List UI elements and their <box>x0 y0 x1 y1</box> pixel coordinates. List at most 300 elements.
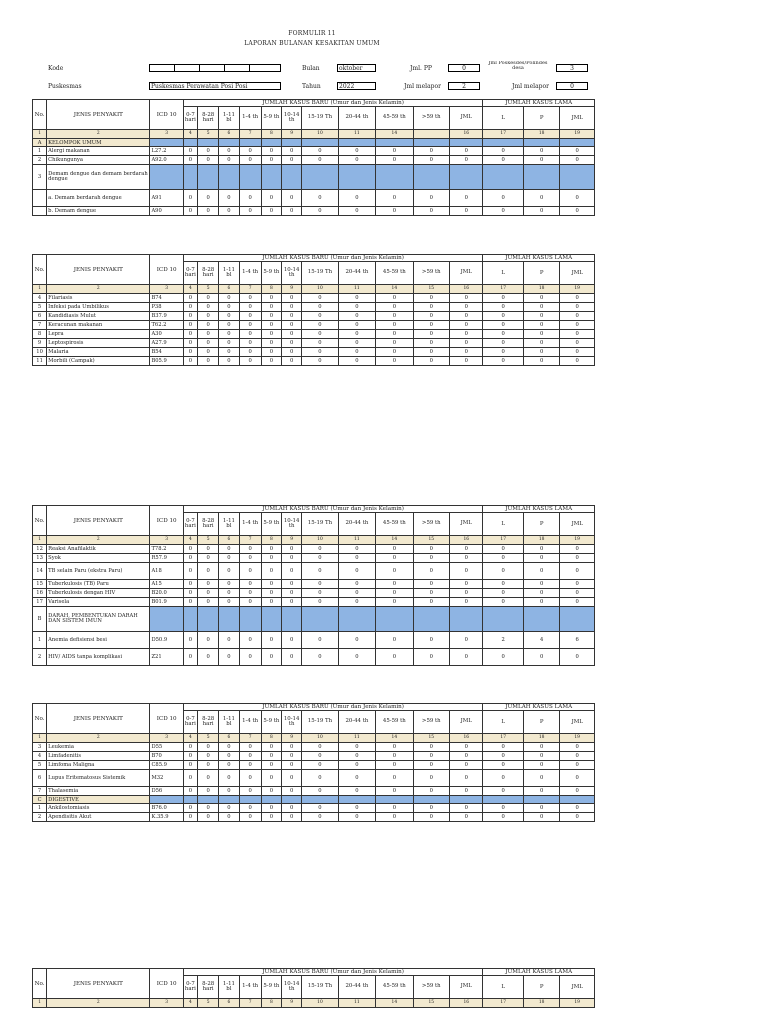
count-cell: 0 <box>413 303 449 312</box>
col-number: 17 <box>483 536 523 545</box>
empty-cell <box>198 139 219 147</box>
count-cell: 0 <box>523 554 559 563</box>
col-icd-header: ICD 10 <box>150 255 183 285</box>
count-cell: 0 <box>183 357 197 366</box>
count-cell: 0 <box>198 545 219 554</box>
col-age-header: 20-44 th <box>338 711 375 734</box>
group-kasus-lama: JUMLAH KASUS LAMA <box>483 969 595 976</box>
count-cell: 0 <box>450 580 483 589</box>
col-jenis-header: JENIS PENYAKIT <box>47 506 150 536</box>
count-cell: 0 <box>483 554 523 563</box>
count-cell: 0 <box>302 348 338 357</box>
disease-row <box>33 804 595 813</box>
count-cell: 0 <box>198 190 219 207</box>
jml-melapor-label: Jml melapor <box>404 83 441 90</box>
col-number: 8 <box>261 536 281 545</box>
count-cell: 0 <box>413 580 449 589</box>
col-number: 18 <box>523 285 559 294</box>
icd-code: B54 <box>150 348 183 357</box>
row-no: 2 <box>33 813 47 822</box>
count-cell: 0 <box>239 813 261 822</box>
empty-cell <box>523 796 559 804</box>
jml-melapor-field[interactable]: 2 <box>448 82 480 90</box>
count-cell: 0 <box>376 321 413 330</box>
col-age-header: 1-11 bl <box>219 976 239 999</box>
col-no-header: No. <box>33 969 47 999</box>
col-number: 14 <box>376 999 413 1008</box>
row-no: 1 <box>33 147 47 156</box>
count-cell: 0 <box>239 554 261 563</box>
category-row <box>33 796 595 804</box>
col-age-header: 0-7 hari <box>183 711 197 734</box>
col-jenis-header: JENIS PENYAKIT <box>47 704 150 734</box>
col-age-header: 8-28 hari <box>198 262 219 285</box>
count-cell: 0 <box>376 743 413 752</box>
disease-row <box>33 554 595 563</box>
bulan-field[interactable]: oktober <box>337 64 376 72</box>
col-number: 18 <box>523 536 559 545</box>
count-cell: 0 <box>219 339 239 348</box>
puskesmas-field[interactable]: Puskesmas Perawatan Posi Posi <box>149 82 281 90</box>
count-cell: 0 <box>183 761 197 770</box>
col-number: 19 <box>560 536 595 545</box>
col-number: 11 <box>338 285 375 294</box>
count-cell: 0 <box>560 207 595 216</box>
count-cell: 0 <box>302 563 338 580</box>
col-number: 19 <box>560 285 595 294</box>
count-cell: 0 <box>413 649 449 666</box>
disease-name: Tuberkulosis dengan HIV <box>47 589 150 598</box>
jml-melapor2-field[interactable]: 0 <box>556 82 588 90</box>
col-age-header: JML <box>450 976 483 999</box>
icd-code: K.35.9 <box>150 813 183 822</box>
count-cell: 0 <box>219 770 239 787</box>
empty-cell <box>560 165 595 190</box>
col-age-header: 5-9 th <box>261 262 281 285</box>
disease-row <box>33 649 595 666</box>
col-age-header: 5-9 th <box>261 513 281 536</box>
icd-code: B01.9 <box>150 598 183 607</box>
count-cell: 0 <box>523 787 559 796</box>
empty-cell <box>338 139 375 147</box>
group-kasus-lama: JUMLAH KASUS LAMA <box>483 255 595 262</box>
count-cell: 0 <box>198 580 219 589</box>
count-cell: 0 <box>219 649 239 666</box>
disease-row <box>33 348 595 357</box>
row-no: 5 <box>33 761 47 770</box>
disease-row <box>33 330 595 339</box>
count-cell: 0 <box>219 330 239 339</box>
col-number: 14 <box>376 130 413 139</box>
count-cell: 0 <box>183 321 197 330</box>
count-cell: 0 <box>560 312 595 321</box>
count-cell: 0 <box>302 752 338 761</box>
count-cell: 0 <box>413 770 449 787</box>
row-no: 8 <box>33 330 47 339</box>
count-cell: 0 <box>239 348 261 357</box>
disease-row <box>33 598 595 607</box>
col-no-header: No. <box>33 506 47 536</box>
count-cell: 0 <box>450 312 483 321</box>
count-cell: 0 <box>483 294 523 303</box>
col-number: 3 <box>150 734 183 743</box>
count-cell: 0 <box>261 589 281 598</box>
tahun-label: Tahun <box>302 83 321 90</box>
col-number: 5 <box>198 130 219 139</box>
empty-cell <box>450 165 483 190</box>
icd-code: D56 <box>150 787 183 796</box>
count-cell: 0 <box>413 598 449 607</box>
count-cell: 0 <box>483 147 523 156</box>
disease-row <box>33 321 595 330</box>
row-no: 9 <box>33 339 47 348</box>
count-cell: 0 <box>183 330 197 339</box>
col-lama-header: L <box>483 107 523 130</box>
count-cell: 0 <box>560 813 595 822</box>
col-number: 3 <box>150 285 183 294</box>
count-cell: 0 <box>450 156 483 165</box>
count-cell: 0 <box>302 813 338 822</box>
col-age-header: 0-7 hari <box>183 262 197 285</box>
count-cell: 0 <box>560 649 595 666</box>
group-kasus-baru: JUMLAH KASUS BARU (Umur dan Jenis Kelamin) <box>183 506 483 513</box>
count-cell: 0 <box>338 545 375 554</box>
count-cell: 0 <box>302 312 338 321</box>
empty-cell <box>261 607 281 632</box>
col-number: 16 <box>450 734 483 743</box>
report-table <box>32 968 595 1008</box>
count-cell: 0 <box>560 348 595 357</box>
empty-cell <box>219 139 239 147</box>
col-number: 18 <box>523 130 559 139</box>
column-number-row <box>33 734 595 743</box>
count-cell: 0 <box>450 632 483 649</box>
col-age-header: 1-4 th <box>239 513 261 536</box>
count-cell: 0 <box>198 207 219 216</box>
disease-row <box>33 632 595 649</box>
col-number: 4 <box>183 536 197 545</box>
count-cell: 0 <box>483 321 523 330</box>
empty-cell <box>150 165 183 190</box>
disease-name: Varisela <box>47 598 150 607</box>
count-cell: 0 <box>338 649 375 666</box>
empty-cell <box>282 139 302 147</box>
count-cell: 0 <box>523 752 559 761</box>
count-cell: 0 <box>483 787 523 796</box>
count-cell: 0 <box>338 294 375 303</box>
count-cell: 0 <box>239 589 261 598</box>
count-cell: 0 <box>239 147 261 156</box>
count-cell: 0 <box>413 804 449 813</box>
disease-row <box>33 545 595 554</box>
count-cell: 0 <box>483 563 523 580</box>
poskesdes-field[interactable]: 3 <box>556 64 588 72</box>
empty-cell <box>150 139 183 147</box>
empty-cell <box>239 607 261 632</box>
count-cell: 0 <box>282 743 302 752</box>
disease-row <box>33 339 595 348</box>
count-cell: 0 <box>338 563 375 580</box>
col-age-header: 45-59 th <box>376 976 413 999</box>
disease-name: HIV/ AIDS tanpa komplikasi <box>47 649 150 666</box>
count-cell: 0 <box>282 321 302 330</box>
count-cell: 0 <box>282 554 302 563</box>
count-cell: 0 <box>261 147 281 156</box>
icd-code: L27.2 <box>150 147 183 156</box>
col-lama-header: L <box>483 262 523 285</box>
count-cell: 0 <box>450 804 483 813</box>
group-kasus-baru: JUMLAH KASUS BARU (Umur dan Jenis Kelamin) <box>183 704 483 711</box>
col-number: 19 <box>560 734 595 743</box>
count-cell: 0 <box>219 303 239 312</box>
count-cell: 0 <box>239 545 261 554</box>
count-cell: 0 <box>198 752 219 761</box>
count-cell: 0 <box>413 156 449 165</box>
empty-cell <box>338 796 375 804</box>
empty-cell <box>198 607 219 632</box>
count-cell: 0 <box>338 598 375 607</box>
section-name: DARAH, PEMBENTUKAN DARAH DAN SISTEM IMUN <box>47 607 150 632</box>
col-number: 7 <box>239 999 261 1008</box>
count-cell: 0 <box>198 649 219 666</box>
count-cell: 0 <box>483 752 523 761</box>
icd-code: B74 <box>150 294 183 303</box>
count-cell: 0 <box>560 303 595 312</box>
count-cell: 0 <box>450 589 483 598</box>
count-cell: 0 <box>261 321 281 330</box>
count-cell: 0 <box>239 752 261 761</box>
count-cell: 0 <box>483 339 523 348</box>
icd-code: B05.9 <box>150 357 183 366</box>
row-no: 2 <box>33 156 47 165</box>
count-cell: 0 <box>483 348 523 357</box>
count-cell: 0 <box>183 554 197 563</box>
empty-cell <box>376 165 413 190</box>
count-cell: 0 <box>198 598 219 607</box>
count-cell: 0 <box>282 303 302 312</box>
jml-pp-label: Jml. PP <box>410 65 432 72</box>
count-cell: 0 <box>413 294 449 303</box>
count-cell: 0 <box>450 743 483 752</box>
count-cell: 0 <box>450 339 483 348</box>
count-cell: 0 <box>198 321 219 330</box>
count-cell: 0 <box>450 649 483 666</box>
icd-code: T62.2 <box>150 321 183 330</box>
icd-code: D55 <box>150 743 183 752</box>
row-no: 10 <box>33 348 47 357</box>
count-cell: 0 <box>239 632 261 649</box>
count-cell: 0 <box>261 598 281 607</box>
count-cell: 0 <box>338 554 375 563</box>
disease-row <box>33 787 595 796</box>
empty-cell <box>239 165 261 190</box>
group-kasus-baru: JUMLAH KASUS BARU (Umur dan Jenis Kelamin) <box>183 100 483 107</box>
empty-cell <box>560 139 595 147</box>
count-cell: 0 <box>239 312 261 321</box>
count-cell: 0 <box>261 156 281 165</box>
col-age-header: JML <box>450 711 483 734</box>
category-name: DIGESTIVE <box>47 796 150 804</box>
count-cell: 0 <box>219 589 239 598</box>
count-cell: 0 <box>302 554 338 563</box>
col-number: 2 <box>47 285 150 294</box>
col-lama-header: P <box>523 107 559 130</box>
col-number: 9 <box>282 536 302 545</box>
count-cell: 0 <box>338 147 375 156</box>
count-cell: 0 <box>302 303 338 312</box>
count-cell: 0 <box>302 321 338 330</box>
count-cell: 0 <box>302 294 338 303</box>
col-number: 5 <box>198 536 219 545</box>
col-age-header: 0-7 hari <box>183 976 197 999</box>
col-number: 3 <box>150 536 183 545</box>
count-cell: 0 <box>261 357 281 366</box>
tahun-field[interactable]: 2022 <box>337 82 376 90</box>
empty-cell <box>219 796 239 804</box>
col-age-header: 0-7 hari <box>183 107 197 130</box>
disease-row <box>33 357 595 366</box>
empty-cell <box>282 607 302 632</box>
count-cell: 0 <box>338 632 375 649</box>
report-table <box>32 254 595 366</box>
count-cell: 0 <box>282 190 302 207</box>
col-age-header: 1-4 th <box>239 262 261 285</box>
count-cell: 0 <box>560 770 595 787</box>
empty-cell <box>183 165 197 190</box>
jml-pp-field[interactable]: 0 <box>448 64 480 72</box>
count-cell: 0 <box>523 147 559 156</box>
col-number: 7 <box>239 536 261 545</box>
col-number: 5 <box>198 285 219 294</box>
col-number: 11 <box>338 536 375 545</box>
col-number: 1 <box>33 734 47 743</box>
count-cell: 0 <box>450 554 483 563</box>
col-lama-header: L <box>483 976 523 999</box>
count-cell: 0 <box>560 147 595 156</box>
count-cell: 0 <box>198 554 219 563</box>
count-cell: 0 <box>183 339 197 348</box>
count-cell: 0 <box>282 580 302 589</box>
count-cell: 0 <box>239 563 261 580</box>
icd-code: A90 <box>150 207 183 216</box>
count-cell: 0 <box>523 330 559 339</box>
count-cell: 0 <box>450 294 483 303</box>
count-cell: 0 <box>239 207 261 216</box>
col-number: 5 <box>198 999 219 1008</box>
icd-code: D50.9 <box>150 632 183 649</box>
count-cell: 0 <box>523 339 559 348</box>
col-age-header: 45-59 th <box>376 107 413 130</box>
empty-cell <box>483 607 523 632</box>
count-cell: 0 <box>450 545 483 554</box>
count-cell: 0 <box>523 312 559 321</box>
count-cell: 0 <box>239 770 261 787</box>
disease-name: Keracunan makanan <box>47 321 150 330</box>
count-cell: 0 <box>338 207 375 216</box>
count-cell: 0 <box>338 804 375 813</box>
col-number: 6 <box>219 999 239 1008</box>
row-no: 7 <box>33 321 47 330</box>
count-cell: 0 <box>413 813 449 822</box>
empty-cell <box>450 796 483 804</box>
empty-cell <box>560 796 595 804</box>
col-age-header: >59 th <box>413 262 449 285</box>
col-age-header: 5-9 th <box>261 976 281 999</box>
col-number: 16 <box>450 536 483 545</box>
disease-name: Alergi makanan <box>47 147 150 156</box>
count-cell: 0 <box>483 743 523 752</box>
empty-cell <box>483 139 523 147</box>
empty-cell <box>338 165 375 190</box>
col-lama-header: P <box>523 262 559 285</box>
col-age-header: 20-44 th <box>338 262 375 285</box>
empty-cell <box>219 165 239 190</box>
report-title: LAPORAN BULANAN KESAKITAN UMUM <box>244 40 380 47</box>
count-cell: 0 <box>183 580 197 589</box>
disease-row <box>33 294 595 303</box>
row-no: 7 <box>33 787 47 796</box>
count-cell: 0 <box>261 804 281 813</box>
count-cell: 0 <box>413 330 449 339</box>
count-cell: 0 <box>413 207 449 216</box>
col-number: 2 <box>47 999 150 1008</box>
row-no: 16 <box>33 589 47 598</box>
empty-cell <box>302 607 338 632</box>
count-cell: 0 <box>450 752 483 761</box>
count-cell: 0 <box>282 207 302 216</box>
count-cell: 4 <box>523 632 559 649</box>
count-cell: 0 <box>413 787 449 796</box>
count-cell: 0 <box>560 743 595 752</box>
empty-cell <box>239 796 261 804</box>
count-cell: 0 <box>239 804 261 813</box>
row-no: A <box>33 139 47 147</box>
col-no-header: No. <box>33 704 47 734</box>
empty-cell <box>219 607 239 632</box>
col-icd-header: ICD 10 <box>150 704 183 734</box>
col-number: 2 <box>47 734 150 743</box>
col-number: 4 <box>183 285 197 294</box>
count-cell: 0 <box>338 348 375 357</box>
count-cell: 0 <box>198 813 219 822</box>
col-number: 8 <box>261 734 281 743</box>
count-cell: 0 <box>261 752 281 761</box>
count-cell: 0 <box>560 294 595 303</box>
empty-cell <box>413 165 449 190</box>
count-cell: 0 <box>338 589 375 598</box>
col-age-header: >59 th <box>413 976 449 999</box>
count-cell: 0 <box>523 348 559 357</box>
col-no-header: No. <box>33 255 47 285</box>
empty-cell <box>261 796 281 804</box>
col-number: 4 <box>183 734 197 743</box>
row-no: 4 <box>33 294 47 303</box>
col-age-header: 1-4 th <box>239 711 261 734</box>
row-no: C <box>33 796 47 804</box>
count-cell: 0 <box>413 339 449 348</box>
icd-code: A92.0 <box>150 156 183 165</box>
col-jenis-header: JENIS PENYAKIT <box>47 100 150 130</box>
report-table <box>32 703 595 822</box>
count-cell: 0 <box>483 598 523 607</box>
col-number: 4 <box>183 130 197 139</box>
count-cell: 0 <box>376 761 413 770</box>
empty-cell <box>338 607 375 632</box>
count-cell: 0 <box>450 761 483 770</box>
col-number: 14 <box>376 734 413 743</box>
count-cell: 0 <box>338 770 375 787</box>
col-jenis-header: JENIS PENYAKIT <box>47 969 150 999</box>
